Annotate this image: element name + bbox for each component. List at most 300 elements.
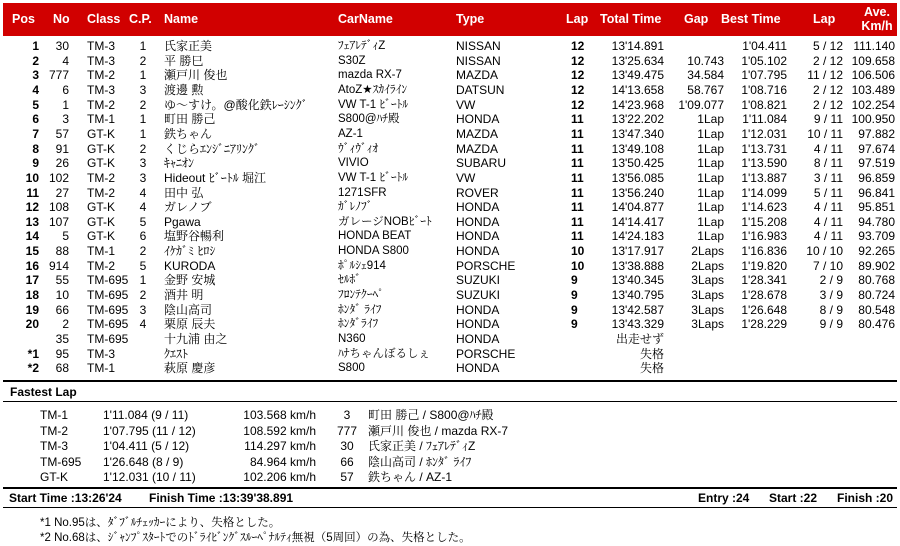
cell-gap: 1'09.077 [678,97,724,112]
cell-carname: 1271SFR [338,186,387,199]
fastest-speed: 103.568 km/h [243,408,316,422]
table-row [3,200,897,215]
cell-best-time: 1'19.820 [741,258,787,273]
cell-name: KURODA [164,258,216,273]
cell-type: PORSCHE [456,346,516,361]
header-carname: CarName [338,12,393,26]
entry-count: Entry :24 [698,491,750,505]
cell-total-time: 13'38.888 [611,258,664,273]
fastest-no: 30 [340,439,354,453]
cell-class: TM-695 [87,302,129,317]
cell-pos: 5 [32,97,39,112]
cell-best-lap: 8 / 11 [813,156,843,171]
cell-type: HONDA [456,302,500,317]
footnote-2: *2 No.68は、ｼﾞｬﾝﾌﾟｽﾀｰﾄでのﾄﾞﾗｲﾋﾞﾝｸﾞｽﾙｰﾍﾟﾅﾙﾃｨ無視（5周回）の為、失格とした。 [40,532,471,544]
cell-lap: 9 [571,302,578,317]
cell-carname: ｾﾙﾎﾞ [338,274,361,287]
cell-name: 萩原 慶彦 [164,361,216,376]
cell-total-time: 14'14.417 [611,214,664,229]
cell-class: TM-695 [87,288,129,303]
cell-class: TM-2 [87,97,115,112]
cell-name: ｷｬﾆｵﾝ [164,156,195,171]
cell-best-lap: 2 / 9 [819,273,843,288]
cell-gap: 58.767 [687,82,724,97]
cell-best-time: 1'04.411 [742,39,787,53]
cell-total-time: 13'50.425 [611,156,664,171]
cell-lap: 10 [571,244,585,259]
cell-carname: ｳﾞｨｳﾞｨｵ [338,142,379,155]
table-row [3,83,897,98]
cell-pos: 8 [32,141,39,156]
table-row [3,68,897,83]
cell-gap: 3Laps [691,317,724,332]
cell-carname: ガレージNOBﾋﾞｰﾄ [338,215,432,228]
header-name: Name [164,12,199,26]
cell-lap: 10 [571,258,585,273]
cell-total-time: 13'42.587 [611,302,664,317]
cell-no: 30 [55,39,69,53]
cell-type: HONDA [456,244,500,259]
cell-type: HONDA [456,112,500,127]
table-row [3,156,897,171]
cell-cp: 4 [139,185,147,200]
cell-lap: 11 [571,126,584,141]
cell-class: GT-K [87,126,116,141]
cell-ave: 97.519 [858,156,895,171]
cell-ave: 111.140 [853,39,895,53]
table-row [3,347,897,362]
fastest-class: GT-K [40,470,69,484]
cell-name: 栗原 辰夫 [164,317,216,332]
cell-best-time: 1'15.208 [741,214,787,229]
cell-lap: 11 [571,170,584,185]
cell-type: SUZUKI [456,273,501,288]
cell-best-lap: 7 / 10 [812,258,843,273]
cell-pos: 9 [32,156,39,171]
cell-gap: 1Lap [697,156,724,171]
cell-cp: 1 [139,112,147,127]
cell-no: 4 [62,53,69,68]
cell-carname: ﾎﾝﾀﾞ ﾗｲﾌ [338,303,382,316]
cell-name: 陰山高司 [164,302,213,317]
cell-best-time: 1'28.341 [741,273,787,288]
cell-best-time: 1'12.031 [741,126,787,141]
cell-name: 酒井 明 [164,288,204,303]
cell-ave: 94.780 [858,214,895,229]
cell-class: GT-K [87,141,116,156]
cell-name: 氏家正美 [164,39,213,53]
cell-best-time: 1'07.795 [741,68,787,83]
fastest-lap-title: Fastest Lap [10,385,77,399]
divider-fastest-title [3,401,897,402]
start-count: Start :22 [769,491,818,505]
cell-name: くじらｴﾝｼﾞﾆｱﾘﾝｸﾞ [164,141,261,156]
cell-cp: 3 [139,82,147,97]
cell-class: TM-2 [87,185,115,200]
cell-pos: 10 [25,170,39,185]
cell-best-time: 1'05.102 [741,53,787,68]
cell-ave: 80.548 [858,302,895,317]
cell-cp: 3 [139,156,147,171]
cell-ave: 96.859 [858,170,895,185]
cell-no: 102 [48,170,69,185]
cell-best-lap: 5 / 12 [812,39,843,53]
cell-carname: ﾎﾝﾀﾞﾗｲﾌ [338,318,379,331]
table-row [3,215,897,230]
cell-best-time: 1'13.731 [741,141,787,156]
cell-ave: 100.950 [851,112,895,127]
cell-carname: ﾎﾟﾙｼｪ914 [338,259,386,272]
cell-name: 塩野谷暢利 [164,229,225,244]
fastest-speed: 102.206 km/h [243,470,316,484]
cell-best-lap: 9 / 9 [819,317,843,332]
cell-name: 平 勝巳 [164,53,204,68]
cell-cp: 6 [139,229,147,244]
cell-cp: 2 [139,141,147,156]
cell-lap: 9 [571,273,578,288]
cell-total-time: 13'49.475 [611,68,664,83]
cell-lap: 11 [571,185,584,200]
cell-cp: 4 [139,200,147,215]
cell-ave: 97.674 [858,141,895,156]
divider-info-top [3,487,897,489]
table-row [3,361,897,376]
header-cp: C.P. [129,12,152,26]
cell-class: TM-695 [87,273,129,288]
header-total-time: Total Time [600,12,662,26]
cell-best-lap: 10 / 11 [807,126,843,141]
cell-carname: VIVIO [338,157,369,170]
cell-cp: 1 [139,68,147,83]
cell-cp: 1 [139,126,147,141]
cell-name: ｸｴｽﾄ [164,346,189,361]
cell-no: 26 [55,156,69,171]
cell-total-time: 13'56.240 [611,185,664,200]
cell-gap: 1Lap [697,112,724,127]
fastest-speed: 108.592 km/h [243,423,316,438]
cell-pos: 12 [25,200,39,215]
fastest-time: 1'26.648 (8 / 9) [103,454,184,469]
cell-lap: 12 [571,68,585,83]
fastest-driver-car: 陰山高司 / ﾎﾝﾀﾞ ﾗｲﾌ [368,454,472,469]
fastest-driver-car: 町田 勝己 / S800@ﾊﾁ殿 [368,408,494,422]
cell-gap: 1Lap [697,200,724,215]
cell-carname: mazda RX-7 [338,69,402,82]
cell-pos: 6 [32,112,39,127]
cell-cp: 1 [139,273,147,288]
cell-ave: 103.489 [851,82,895,97]
cell-best-time: 1'26.648 [741,302,787,317]
cell-ave: 80.768 [858,273,895,288]
cell-carname: ﾌｪｱﾚﾃﾞｨZ [338,40,386,52]
cell-lap: 12 [571,82,585,97]
cell-lap: 11 [571,156,584,171]
cell-type: VW [456,97,476,112]
cell-type: DATSUN [456,82,505,97]
cell-total-time: 13'40.795 [611,288,664,303]
cell-class: TM-1 [87,112,115,127]
header-gap: Gap [684,12,709,26]
cell-pos: 14 [25,229,39,244]
cell-best-lap: 2 / 12 [812,53,843,68]
cell-ave: 106.506 [851,68,895,83]
table-row [3,127,897,142]
cell-name: ｲｹｶﾞﾐ ﾋﾛｼ [164,244,216,259]
cell-type: HONDA [456,229,500,244]
cell-carname: AtoZ★ｽｶｲﾗｲﾝ [338,83,408,96]
cell-name: Pgawa [164,214,201,229]
cell-carname: HONDA S800 [338,245,409,258]
cell-total-time: 13'56.085 [611,170,664,185]
cell-best-lap: 5 / 11 [813,185,843,200]
cell-best-time: 1'16.836 [741,244,787,259]
cell-gap: 3Laps [691,273,724,288]
cell-cp: 5 [139,258,147,273]
cell-no: 6 [62,82,69,97]
cell-pos: 17 [25,273,39,288]
cell-class: TM-3 [87,39,115,53]
cell-total-time: 13'22.202 [611,112,664,127]
cell-no: 5 [62,229,69,244]
cell-best-lap: 4 / 11 [813,229,843,244]
cell-best-time: 1'13.887 [741,170,787,185]
cell-best-lap: 2 / 12 [812,97,843,112]
cell-gap: 3Laps [691,288,724,303]
header-best-time: Best Time [721,12,781,26]
fastest-speed: 84.964 km/h [249,454,316,469]
cell-best-lap: 8 / 9 [819,302,843,317]
cell-gap: 1Lap [697,229,724,244]
cell-total-time: 14'24.183 [611,229,664,244]
cell-type: SUZUKI [456,288,501,303]
cell-total-time: 失格 [639,361,664,376]
cell-class: TM-2 [87,258,115,273]
cell-pos: 4 [32,82,39,97]
cell-class: TM-3 [87,346,115,361]
cell-cp: 3 [139,170,147,185]
race-info-bar [3,490,897,506]
finish-count: Finish :20 [837,491,894,505]
cell-pos: 20 [25,317,39,332]
cell-carname: S30Z [338,54,366,67]
cell-no: 2 [62,317,69,332]
fastest-time: 1'07.795 (11 / 12) [103,423,196,438]
cell-pos: 7 [32,126,39,141]
cell-no: 91 [55,141,69,156]
cell-carname: VW T-1 ﾋﾞｰﾄﾙ [338,98,409,111]
cell-lap: 12 [571,97,585,112]
cell-ave: 97.882 [858,126,895,141]
cell-best-lap: 4 / 11 [813,200,843,215]
cell-best-time: 1'28.678 [741,288,787,303]
cell-ave: 93.709 [858,229,895,244]
cell-best-time: 1'08.821 [741,97,787,112]
fastest-class: TM-695 [40,454,82,469]
results-table-header [3,3,897,36]
cell-gap: 1Lap [697,185,724,200]
cell-best-time: 1'16.983 [741,229,787,244]
cell-no: 10 [55,288,69,303]
cell-pos: 16 [25,258,39,273]
fastest-class: TM-1 [40,408,68,422]
cell-no: 777 [48,68,69,83]
table-row [3,229,897,244]
cell-best-lap: 9 / 11 [813,112,843,127]
fastest-speed: 114.297 km/h [244,439,316,453]
cell-type: HONDA [456,200,500,215]
cell-total-time: 14'23.968 [611,97,664,112]
cell-total-time: 13'40.345 [611,273,664,288]
cell-gap: 1Lap [697,170,724,185]
cell-type: NISSAN [456,53,501,68]
cell-no: 108 [48,200,69,215]
cell-name: ガレノブ [164,200,212,215]
cell-carname: AZ-1 [338,127,363,140]
cell-class: TM-695 [87,332,129,346]
cell-best-time: 1'14.099 [741,185,787,200]
table-row [3,186,897,201]
cell-class: TM-1 [87,361,115,376]
cell-ave: 109.658 [851,53,895,68]
cell-carname: N360 [338,333,366,345]
cell-best-lap: 3 / 11 [813,170,843,185]
cell-class: TM-3 [87,53,115,68]
cell-carname: ﾊﾅちゃんぼるしぇ [338,347,430,360]
cell-no: 95 [55,346,69,361]
cell-ave: 80.724 [858,288,895,303]
finish-time: Finish Time :13:39'38.891 [149,491,294,505]
table-row [3,171,897,186]
divider-results-end [3,380,897,382]
cell-gap: 1Lap [697,141,724,156]
cell-total-time: 14'13.658 [611,82,664,97]
cell-carname: VW T-1 ﾋﾞｰﾄﾙ [338,171,409,184]
cell-type: HONDA [456,317,500,332]
cell-class: TM-3 [87,82,115,97]
table-row [3,142,897,157]
fastest-lap-row [3,424,897,439]
header-ave-line1: Ave. [864,5,890,19]
cell-total-time: 13'47.340 [611,126,664,141]
cell-pos: 11 [26,185,39,200]
cell-type: HONDA [456,361,500,376]
cell-name: Hideout ﾋﾞｰﾄﾙ 堀江 [164,170,267,185]
cell-ave: 96.841 [858,185,895,200]
fastest-driver-car: 瀬戸川 俊也 / mazda RX-7 [368,423,509,438]
table-row [3,288,897,303]
fastest-class: TM-2 [40,423,68,438]
cell-type: NISSAN [456,39,501,53]
cell-no: 27 [55,185,69,200]
cell-gap: 2Laps [691,258,724,273]
cell-carname: HONDA BEAT [338,230,412,243]
cell-gap: 34.584 [687,68,724,83]
cell-type: HONDA [456,332,500,346]
cell-cp: 2 [139,97,147,112]
table-row [3,54,897,69]
cell-cp: 2 [139,288,147,303]
table-row [3,112,897,127]
cell-pos: 3 [32,68,39,83]
cell-ave: 102.254 [851,97,895,112]
cell-class: TM-1 [87,244,115,259]
cell-lap: 11 [571,200,584,215]
cell-carname: S800@ﾊﾁ殿 [338,113,400,126]
cell-lap: 11 [571,214,584,229]
cell-type: MAZDA [456,141,498,156]
table-row [3,244,897,259]
header-lap: Lap [566,12,589,26]
cell-best-lap: 4 / 11 [813,214,843,229]
cell-best-lap: 2 / 12 [812,82,843,97]
cell-name: 渡邊 勲 [164,82,204,97]
cell-lap: 12 [571,39,585,53]
cell-cp: 3 [139,302,147,317]
fastest-lap-row [3,408,897,423]
cell-no: 57 [55,126,69,141]
table-row [3,317,897,332]
cell-class: TM-695 [87,317,129,332]
cell-carname: ｶﾞﾚﾉﾌﾞ [338,201,373,214]
cell-no: 55 [55,273,69,288]
start-time: Start Time :13:26'24 [9,491,122,505]
cell-no: 88 [55,244,69,259]
cell-lap: 11 [571,112,584,127]
cell-ave: 80.476 [858,317,895,332]
fastest-no: 57 [340,470,354,484]
cell-ave: 95.851 [858,200,895,215]
cell-no: 107 [48,214,69,229]
cell-type: SUBARU [456,156,507,171]
cell-best-lap: 10 / 10 [806,244,843,259]
fastest-time: 1'11.084 (9 / 11) [103,408,189,422]
fastest-lap-row [3,455,897,470]
cell-class: GT-K [87,229,116,244]
cell-name: 町田 勝己 [164,112,216,127]
fastest-time: 1'04.411 (5 / 12) [103,439,190,453]
cell-best-lap: 3 / 9 [819,288,843,303]
fastest-lap-row [3,470,897,485]
cell-class: TM-2 [87,170,115,185]
header-no: No [53,12,70,26]
header-ave [859,5,895,33]
cell-pos: 2 [32,53,39,68]
cell-type: MAZDA [456,68,498,83]
cell-gap: 3Laps [691,302,724,317]
header-ave-line2: Km/h [861,19,893,33]
cell-gap: 1Lap [697,214,724,229]
divider-info-bottom [3,507,897,508]
cell-cp: 5 [139,214,147,229]
cell-lap: 12 [571,53,585,68]
cell-type: MAZDA [456,126,498,141]
cell-total-time: 13'14.891 [611,39,664,53]
cell-best-lap: 4 / 11 [813,141,843,156]
header-pos: Pos [12,12,35,26]
cell-ave: 89.902 [858,258,895,273]
cell-class: GT-K [87,214,116,229]
cell-type: PORSCHE [456,258,516,273]
cell-cp: 4 [139,317,147,332]
cell-type: VW [456,170,476,185]
table-row [3,98,897,113]
fastest-no: 66 [340,454,354,469]
cell-lap: 11 [571,229,584,244]
cell-carname: ﾌﾛﾝﾃｸｰﾍﾟ [338,289,384,302]
cell-lap: 9 [571,317,578,332]
cell-total-time: 13'17.917 [611,244,664,259]
footnote-1: *1 No.95は、ﾀﾞﾌﾞﾙﾁｪｯｶｰにより、失格とした。 [40,517,281,529]
